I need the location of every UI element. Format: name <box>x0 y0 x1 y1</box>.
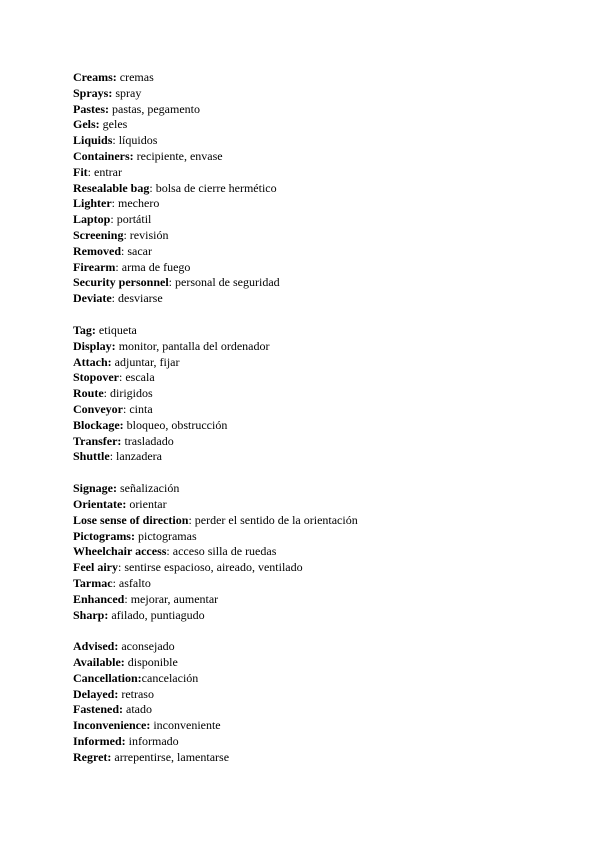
vocabulary-entry <box>73 228 573 244</box>
term-separator: : <box>166 544 173 559</box>
term-separator: : <box>112 575 119 590</box>
vocabulary-entry <box>73 323 573 339</box>
english-term: Regret: <box>73 749 112 764</box>
vocabulary-entry <box>73 291 573 307</box>
english-term: Creams: <box>73 70 117 84</box>
english-term: Sharp: <box>73 607 109 622</box>
english-term: Conveyor <box>73 401 123 416</box>
spanish-translation: geles <box>102 117 128 132</box>
spanish-translation: desviarse <box>118 291 163 306</box>
spanish-translation: disponible <box>127 655 178 670</box>
english-term: Tag: <box>73 322 96 337</box>
spanish-translation: recipiente, envase <box>136 148 223 163</box>
english-term: Screening <box>73 227 124 242</box>
spanish-translation: mechero <box>118 196 160 211</box>
vocabulary-entry <box>73 133 573 149</box>
spanish-translation: inconveniente <box>153 718 221 733</box>
english-term: Security personnel <box>73 275 169 290</box>
spanish-translation: etiqueta <box>98 322 137 337</box>
vocabulary-list <box>73 70 573 766</box>
vocabulary-entry <box>73 181 573 197</box>
term-separator: : <box>121 243 128 258</box>
spanish-translation: orientar <box>129 496 167 511</box>
term-separator: : <box>115 259 122 274</box>
spanish-translation: adjuntar, fijar <box>114 354 180 369</box>
term-separator: : <box>168 275 176 290</box>
term-separator: : <box>124 591 131 606</box>
spanish-translation: revisión <box>129 227 169 242</box>
english-term: Resealable bag <box>73 180 150 195</box>
spanish-translation: escala <box>125 370 155 385</box>
english-term: Fastened: <box>73 702 123 717</box>
term-separator: : <box>123 401 130 416</box>
vocabulary-entry <box>73 212 573 228</box>
vocabulary-entry <box>73 734 573 750</box>
spanish-translation: arma de fuego <box>121 259 191 274</box>
term-separator: : <box>188 512 195 527</box>
term-separator: : <box>149 180 156 195</box>
spanish-translation: cremas <box>119 70 154 84</box>
english-term: Feel airy <box>73 560 118 575</box>
vocabulary-entry <box>73 529 573 545</box>
english-term: Shuttle <box>73 449 110 464</box>
english-term: Route <box>73 386 104 401</box>
term-separator: : <box>123 227 130 242</box>
term-separator: : <box>117 560 125 575</box>
english-term: Removed <box>73 243 121 258</box>
spanish-translation: pastas, pegamento <box>112 101 200 116</box>
spanish-translation: personal de seguridad <box>175 275 280 290</box>
spanish-translation: señalización <box>120 481 180 496</box>
english-term: Pastes: <box>73 101 109 116</box>
english-term: Attach: <box>73 354 112 369</box>
english-term: Stopover <box>73 370 119 385</box>
spanish-translation: cinta <box>129 401 153 416</box>
vocabulary-group <box>73 481 573 623</box>
spanish-translation: cancelación <box>141 670 199 685</box>
english-term: Informed: <box>73 734 126 749</box>
spanish-translation: portátil <box>116 212 152 227</box>
term-separator: : <box>103 386 111 401</box>
spanish-translation: bolsa de cierre hermético <box>155 180 277 195</box>
english-term: Laptop <box>73 212 111 227</box>
spanish-translation: monitor, pantalla del ordenador <box>118 338 270 353</box>
term-separator: : <box>87 164 95 179</box>
term-separator: : <box>110 212 117 227</box>
term-separator: : <box>109 449 117 464</box>
spanish-translation: afilado, puntiagudo <box>111 607 205 622</box>
vocabulary-entry <box>73 449 573 465</box>
english-term: Deviate <box>73 291 112 306</box>
spanish-translation: sacar <box>127 243 152 258</box>
english-term: Lighter <box>73 196 112 211</box>
spanish-translation: dirigidos <box>110 386 153 401</box>
english-term: Display: <box>73 338 116 353</box>
english-term: Tarmac <box>73 575 113 590</box>
english-term: Enhanced <box>73 591 125 606</box>
vocabulary-entry <box>73 687 573 703</box>
term-separator: : <box>111 196 119 211</box>
vocabulary-entry <box>73 481 573 497</box>
vocabulary-entry <box>73 386 573 402</box>
vocabulary-entry <box>73 86 573 102</box>
spanish-translation: mejorar, aumentar <box>130 591 219 606</box>
spanish-translation: atado <box>126 702 152 717</box>
english-term: Available: <box>73 655 125 670</box>
vocabulary-entry <box>73 418 573 434</box>
vocabulary-entry <box>73 355 573 371</box>
vocabulary-entry <box>73 117 573 133</box>
vocabulary-entry <box>73 149 573 165</box>
vocabulary-entry <box>73 513 573 529</box>
vocabulary-group <box>73 639 573 765</box>
spanish-translation: entrar <box>94 164 122 179</box>
vocabulary-entry <box>73 750 573 766</box>
vocabulary-entry <box>73 370 573 386</box>
vocabulary-entry <box>73 608 573 624</box>
vocabulary-entry <box>73 275 573 291</box>
spanish-translation: perder el sentido de la orientación <box>194 512 358 527</box>
english-term: Gels: <box>73 117 100 132</box>
term-separator: : <box>111 291 118 306</box>
spanish-translation: sentirse espacioso, aireado, ventilado <box>124 560 303 575</box>
vocabulary-entry <box>73 702 573 718</box>
spanish-translation: informado <box>128 734 179 749</box>
spanish-translation: lanzadera <box>116 449 162 464</box>
english-term: Cancellation: <box>73 670 142 685</box>
vocabulary-entry <box>73 655 573 671</box>
spanish-translation: arrepentirse, lamentarse <box>114 749 230 764</box>
english-term: Lose sense of direction <box>73 512 189 527</box>
english-term: Containers: <box>73 148 134 163</box>
spanish-translation: retraso <box>121 686 154 701</box>
vocabulary-entry <box>73 102 573 118</box>
vocabulary-document <box>73 70 573 782</box>
vocabulary-entry <box>73 497 573 513</box>
spanish-translation: spray <box>115 85 142 100</box>
spanish-translation: trasladado <box>124 433 174 448</box>
vocabulary-group <box>73 323 573 465</box>
vocabulary-entry <box>73 244 573 260</box>
vocabulary-entry <box>73 402 573 418</box>
vocabulary-entry <box>73 70 573 86</box>
english-term: Sprays: <box>73 85 113 100</box>
english-term: Pictograms: <box>73 528 135 543</box>
vocabulary-entry <box>73 639 573 655</box>
vocabulary-entry <box>73 434 573 450</box>
english-term: Wheelchair access <box>73 544 167 559</box>
vocabulary-entry <box>73 592 573 608</box>
vocabulary-entry <box>73 165 573 181</box>
english-term: Inconvenience: <box>73 718 151 733</box>
vocabulary-entry <box>73 544 573 560</box>
spanish-translation: líquidos <box>118 133 158 148</box>
vocabulary-entry <box>73 576 573 592</box>
english-term: Firearm <box>73 259 116 274</box>
english-term: Fit <box>73 164 88 179</box>
english-term: Liquids <box>73 133 113 148</box>
spanish-translation: pictogramas <box>137 528 197 543</box>
vocabulary-entry <box>73 560 573 576</box>
vocabulary-entry <box>73 260 573 276</box>
term-separator: : <box>119 370 126 385</box>
spanish-translation: asfalto <box>118 575 151 590</box>
vocabulary-entry <box>73 718 573 734</box>
vocabulary-entry <box>73 671 573 687</box>
vocabulary-entry <box>73 339 573 355</box>
vocabulary-group <box>73 70 573 307</box>
spanish-translation: acceso silla de ruedas <box>172 544 277 559</box>
spanish-translation: aconsejado <box>121 639 175 654</box>
english-term: Orientate: <box>73 496 127 511</box>
spanish-translation: bloqueo, obstrucción <box>126 417 228 432</box>
vocabulary-entry <box>73 196 573 212</box>
english-term: Signage: <box>73 481 118 496</box>
english-term: Transfer: <box>73 433 122 448</box>
english-term: Delayed: <box>73 686 119 701</box>
english-term: Blockage: <box>73 417 124 432</box>
term-separator: : <box>112 133 119 148</box>
english-term: Advised: <box>73 639 119 654</box>
